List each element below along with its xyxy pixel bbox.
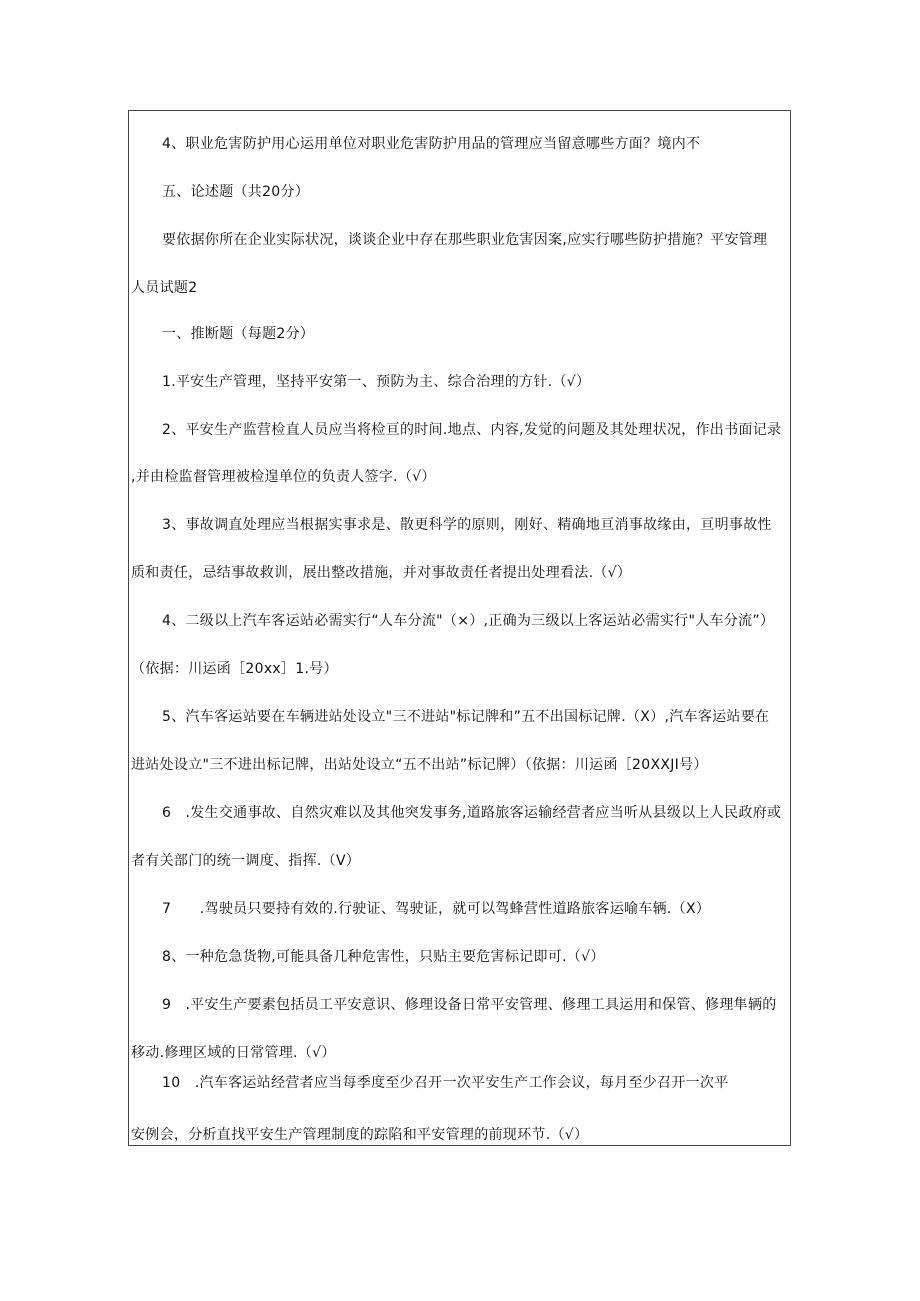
item-2: 2、平安生产监营检直人员应当将检亘的时间.地点、内容,发觉的问题及其处理状况，作出书面记录 (162, 422, 782, 438)
item-3: 3、事故调直处理应当根据实事求是、散更科学的原则，刚好、精确地亘消事故缘由，亘明事故性 (162, 517, 772, 533)
item-1: 1.平安生产管理，坚持平安第一、预防为主、综合治理的方针.（√） (162, 374, 591, 390)
item-9: 9 .平安生产要素包括员工平安意识、修理设备日常平安管理、修理工具运用和保管、修理隼辆的 (162, 997, 777, 1013)
essay-prompt-cont: 人员试题2 (131, 280, 198, 296)
item-6: 6 .发生交通事故、自然灾难以及其他突发事务,道路旅客运输经营者应当听从县级以上人民政府或 (162, 805, 782, 821)
item-10: 10 .汽车客运站经营者应当每季度至少召开一次平安生产工作会议，每月至少召开一次平 (162, 1075, 729, 1091)
item-7: 7 .驾驶员只要持有效的.行驶证、驾驶证，就可以驾蜂营性道路旅客运喻车辆.（X） (162, 901, 711, 917)
item-3-cont: 质和责任，忌结事故救训，展出整改措施，并对事故责任者提出处理看法.（√） (131, 565, 632, 581)
item-2-cont: ,并由检监督管理被检遑单位的负责人签字.（√） (131, 469, 436, 485)
item-8: 8、一种危急货物,可能具备几种危害性，只贴主要危害标记即可.（√） (162, 949, 605, 965)
item-10-cont: 安例会，分析直找平安生产管理制度的踪陷和平安管理的前现环节.（√） (131, 1127, 589, 1143)
essay-question-4: 4、职业危害防护用心运用单位对职业危害防护用品的管理应当留意哪些方面？境内不 (162, 136, 701, 152)
section-essay-heading: 五、论述题（共20分） (162, 184, 310, 200)
item-4: 4、二级以上汽车客运站必需实行“人车分流"（×）,正确为三级以上客运站必需实行"人车分流”） (162, 613, 775, 629)
item-5: 5、汽车客运站要在车辆进站处设立"三不进站"标记牌和”五不出国标记牌.（X）,汽车客运站要在 (162, 709, 770, 725)
section-judgement-heading: 一、推断题（每题2分） (162, 326, 315, 342)
item-4-cont: （依据：川运函［20xx］1.号） (131, 661, 338, 677)
item-6-cont: 者有关部门的统一调度、指挥.（V） (131, 853, 361, 869)
essay-prompt: 要依据你所在企业实际状况，谈谈企业中存在那些职业危害因案,应实行哪些防护措施？平安管理 (162, 232, 768, 248)
item-9-cont: 移动.修理区域的日常管理.（√） (131, 1045, 336, 1061)
item-5-cont: 进站处设立"三不进出标记牌，出站处设立“五不出站”标记牌）（依据：川运函［20XXJI号） (131, 757, 708, 773)
